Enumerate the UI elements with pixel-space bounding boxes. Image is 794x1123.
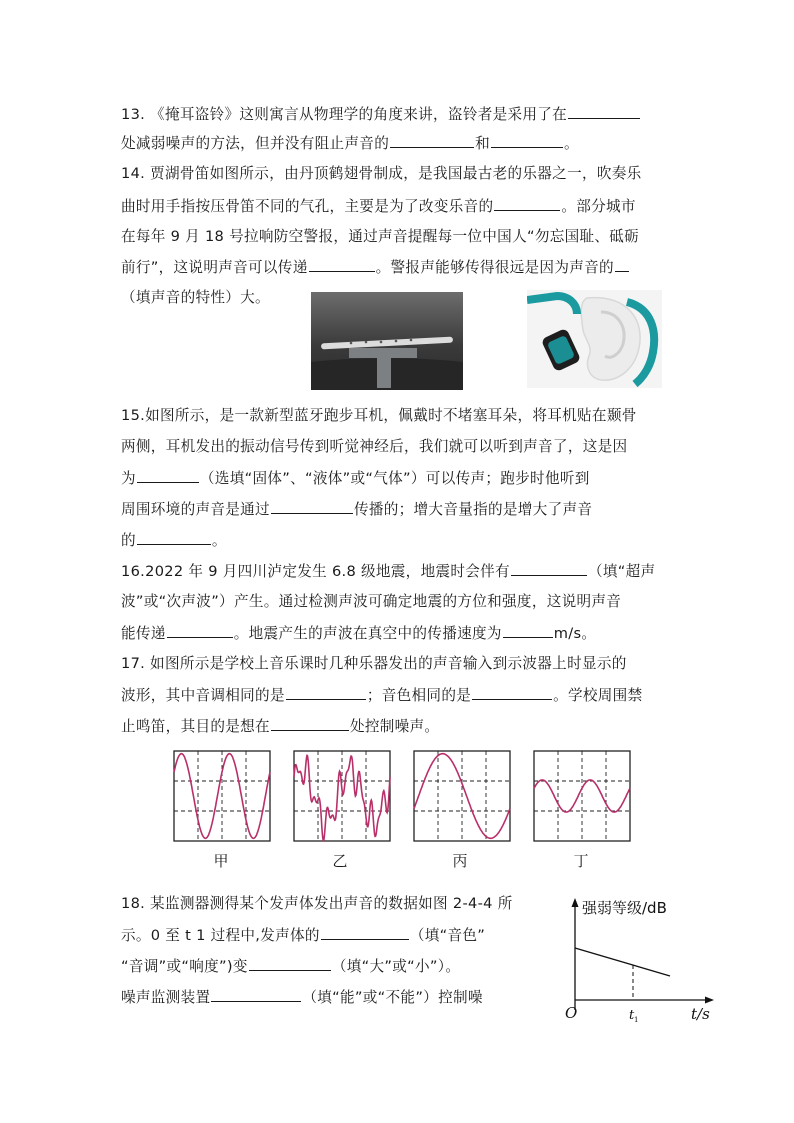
- q13-text3: 和: [475, 135, 490, 152]
- q15-line3: [121, 468, 590, 489]
- q15-text5b: 。: [211, 532, 227, 549]
- q15-text1: 15.如图所示，是一款新型蓝牙跑步耳机，佩戴时不堵塞耳朵，将耳机贴在颞骨: [121, 407, 637, 424]
- q18-text3a: “音调”或“响度”)变: [121, 958, 248, 975]
- q14-blank2[interactable]: [309, 257, 375, 272]
- q18-text1: 18. 某监测器测得某个发声体发出声音的数据如图 2-4-4 所: [121, 895, 513, 912]
- q17-blank3[interactable]: [271, 716, 349, 731]
- scope-panel-ding: [534, 751, 630, 841]
- bone-conduction-earphone-photo: [527, 290, 662, 388]
- q16-blank2[interactable]: [167, 623, 233, 638]
- q18-line1: [121, 894, 513, 914]
- q16-text3b: 。地震产生的声波在真空中的传播速度为: [233, 625, 502, 642]
- scope-panel-jia: [174, 751, 270, 841]
- q14-line3: [121, 227, 639, 247]
- q18-line4: [121, 987, 483, 1008]
- q14-line1: [121, 164, 642, 184]
- q16-line3: [121, 623, 596, 644]
- q18-blank3[interactable]: [211, 987, 301, 1002]
- q14-text4a: 前行”，这说明声音可以传递: [121, 259, 308, 276]
- q16-blank1[interactable]: [511, 561, 587, 576]
- q14-line4: [121, 257, 630, 278]
- q18-line3: [121, 956, 460, 977]
- q14-line5: [121, 288, 270, 308]
- scope-panel-bing: [414, 751, 510, 841]
- q18-text4a: 噪声监测装置: [121, 989, 211, 1006]
- q14-text1: 14. 贾湖骨笛如图所示，由丹顶鹤翅骨制成，是我国最古老的乐器之一，吹奏乐: [121, 165, 642, 182]
- q15-text5a: 的: [121, 532, 136, 549]
- caption-bing: 丙: [452, 852, 468, 870]
- x-axis-arrow: [705, 997, 714, 1004]
- q17-text3a: 止鸣笛，其目的是想在: [121, 718, 270, 735]
- q14-text2a: 曲时用手指按压骨笛不同的气孔，主要是为了改变乐音的: [121, 198, 494, 215]
- q15-line5: [121, 530, 227, 551]
- q14-line2: [121, 196, 636, 217]
- q17-text1: 17. 如图所示是学校上音乐课时几种乐器发出的声音输入到示波器上时显示的: [121, 655, 627, 672]
- caption-ding: 丁: [573, 852, 589, 870]
- q16-line1: [121, 561, 655, 582]
- q16-text2: 波”或“次声波”）产生。通过检测声波可确定地震的方位和强度，这说明声音: [121, 593, 622, 610]
- q17-line2: [121, 685, 642, 706]
- q14-blank1[interactable]: [494, 196, 560, 211]
- q14-blank3[interactable]: [615, 257, 629, 272]
- oscilloscope-waveforms: [170, 748, 640, 843]
- q16-text1b: （填“超声: [587, 563, 656, 580]
- q13-line1: [121, 104, 641, 125]
- y-axis-arrow: [572, 898, 579, 907]
- q16-text1a: 16.2022 年 9 月四川泸定发生 6.8 级地震，地震时会伴有: [121, 563, 510, 580]
- q13-blank3[interactable]: [491, 133, 563, 148]
- caption-jia: 甲: [213, 852, 229, 870]
- scope-panel-yi: [294, 751, 390, 841]
- q15-blank1[interactable]: [137, 468, 199, 483]
- loudness-time-graph: [560, 892, 720, 1028]
- loudness-line: [575, 948, 670, 976]
- q18-blank1[interactable]: [321, 925, 409, 940]
- q17-blank2[interactable]: [472, 685, 552, 700]
- q18-text3b: （填“大”或“小”）。: [331, 958, 461, 975]
- q14-text4b: 。警报声能够传得很远是因为声音的: [375, 259, 614, 276]
- q17-text3b: 处控制噪声。: [349, 718, 440, 735]
- t1-subscript: 1: [634, 1016, 639, 1024]
- q15-blank2[interactable]: [271, 499, 353, 514]
- q13-text2: 处减弱噪声的方法，但并没有阻止声音的: [121, 135, 390, 152]
- q16-blank3[interactable]: [503, 623, 553, 638]
- bone-flute-photo: [311, 292, 463, 390]
- q17-text2a: 波形，其中音调相同的是: [121, 687, 285, 704]
- q14-text3: 在每年 9 月 18 号拉响防空警报，通过声音提醒每一位中国人“勿忘国耻、砥砺: [121, 228, 640, 245]
- q17-blank1[interactable]: [286, 685, 366, 700]
- q15-text3a: 为: [121, 470, 136, 487]
- q15-text4a: 周围环境的声音是通过: [121, 501, 270, 518]
- q17-line3: [121, 716, 439, 737]
- q15-line2: [121, 437, 627, 457]
- q17-text2c: 。学校周围禁: [553, 687, 643, 704]
- origin-label: O: [565, 1004, 578, 1022]
- q14-text2b: 。部分城市: [561, 198, 636, 215]
- q13-line2: [121, 133, 579, 154]
- x-axis-label: t/s: [691, 1005, 710, 1023]
- caption-yi: 乙: [332, 852, 348, 870]
- q13-text1: 13. 《掩耳盗铃》这则寓言从物理学的角度来讲，盗铃者是采用了在: [121, 106, 568, 123]
- q17-text2b: ；音色相同的是: [366, 687, 472, 704]
- q13-blank1[interactable]: [568, 104, 640, 119]
- q15-text2: 两侧，耳机发出的振动信号传到听觉神经后，我们就可以听到声音了，这是因: [121, 438, 628, 455]
- t1-label: t: [629, 1008, 635, 1023]
- q18-text4b: （填“能”或“不能”）控制噪: [302, 989, 483, 1006]
- q13-blank2[interactable]: [390, 133, 474, 148]
- q15-blank3[interactable]: [137, 530, 211, 545]
- q15-text3b: （选填“固体”、“液体”或“气体”）可以传声；跑步时他听到: [199, 470, 590, 487]
- y-axis-label: 强弱等级/dB: [582, 899, 667, 917]
- q18-line2: [121, 925, 485, 946]
- q18-text2a: 示。0 至 t 1 过程中,发声体的: [121, 927, 320, 944]
- q14-text5: （填声音的特性）大。: [121, 289, 270, 306]
- q15-line4: [121, 499, 592, 520]
- q13-text4: 。: [564, 135, 579, 152]
- q15-text4b: 传播的；增大音量指的是增大了声音: [353, 501, 593, 518]
- q16-text3a: 能传递: [121, 625, 166, 642]
- q16-line2: [121, 592, 621, 612]
- q17-line1: [121, 654, 627, 674]
- q18-blank2[interactable]: [249, 956, 331, 971]
- q18-text2b: （填“音色”: [409, 927, 486, 944]
- q15-line1: [121, 406, 637, 426]
- q16-text3c: m/s。: [553, 625, 597, 642]
